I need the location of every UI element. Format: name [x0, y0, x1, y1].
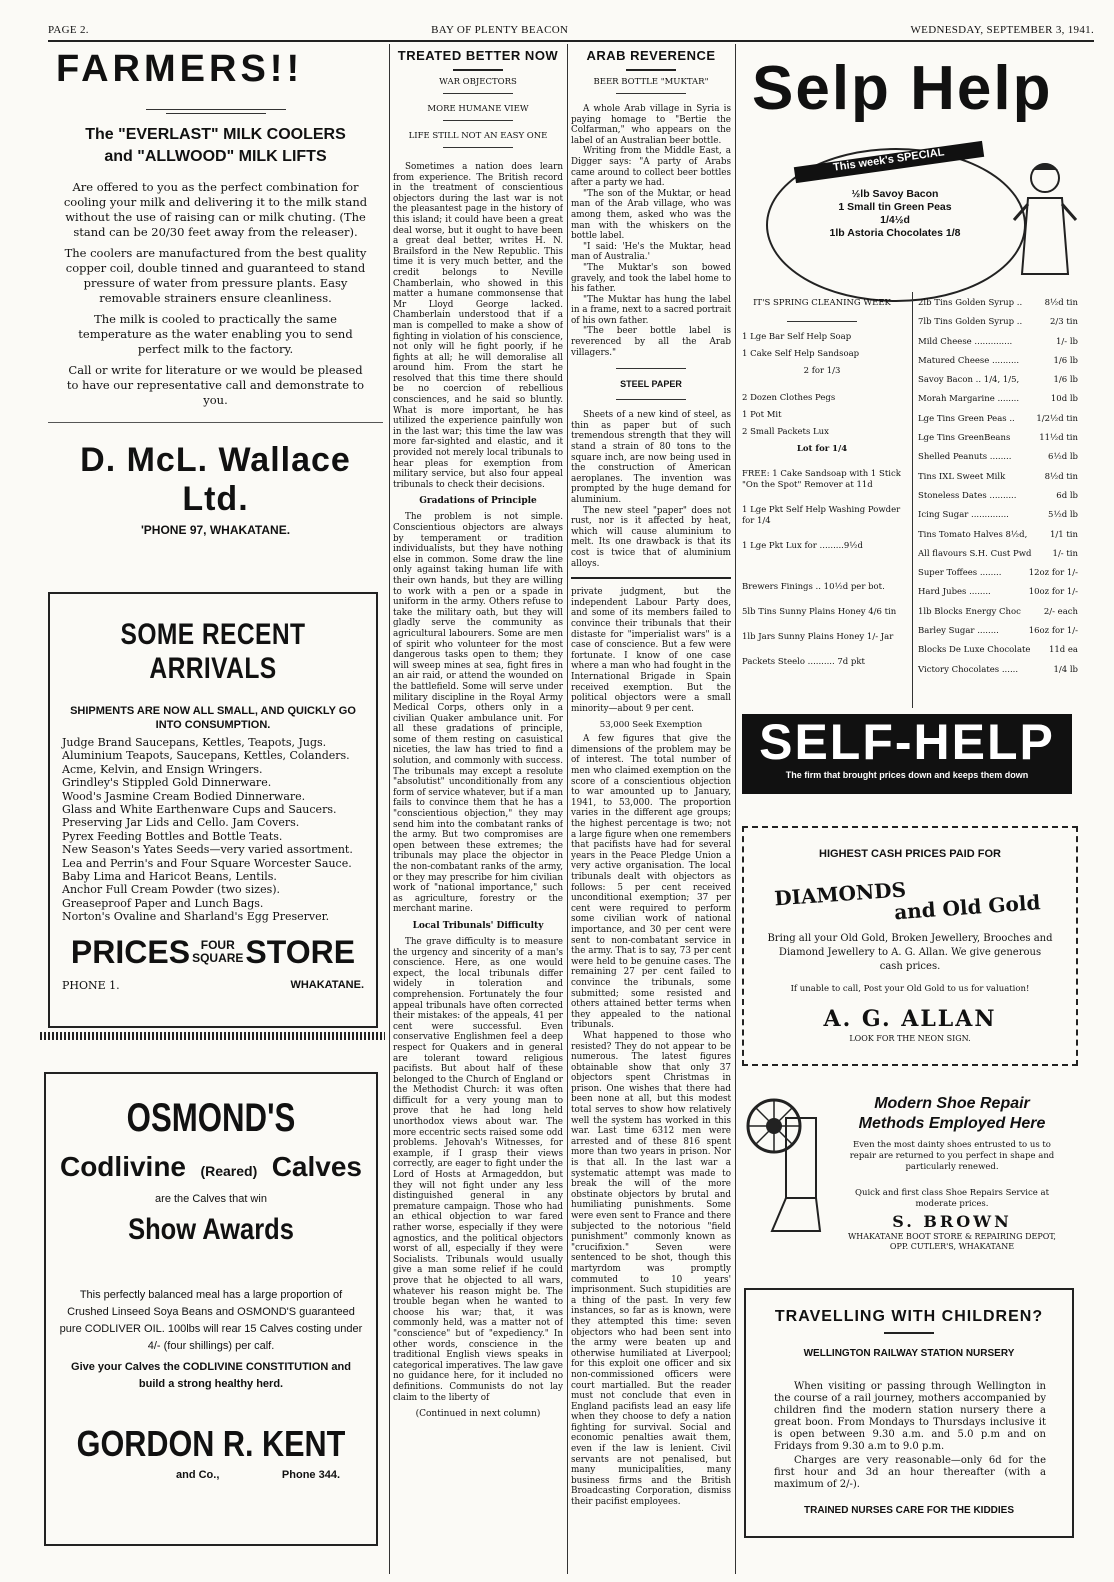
osmond-line2: are the Calves that win [155, 1193, 267, 1205]
nursery-footer: TRAINED NURSES CARE FOR THE KIDDIES [803, 1505, 1014, 1516]
allan-neon: LOOK FOR THE NEON SIGN. [849, 1034, 971, 1043]
selp-help-ad [742, 48, 1082, 708]
list-item: Baby Lima and Haricot Beans, Lentils. [62, 870, 277, 884]
selp-help-logo: Selp Help [752, 54, 1053, 123]
price-value: 1/- lb [1055, 336, 1078, 347]
price-value: 1/2½d tin [1036, 413, 1078, 424]
list-item: Wood's Jasmine Cream Bodied Dinnerware. [62, 789, 306, 803]
price-item: Victory Chocolates ...... [918, 664, 1019, 675]
special-item: 1/4½d [880, 214, 910, 226]
list-item: 1 Lge Bar Self Help Soap [742, 332, 852, 342]
farmers-ad [48, 48, 383, 548]
self-help-banner [742, 714, 1072, 794]
gordon-kent-phone: Phone 344. [281, 1469, 340, 1481]
list-item: 1 Cake Self Help Sandsoap [742, 349, 860, 359]
list-item: Lea and Perrin's and Four Square Worcester Sauce. [62, 856, 352, 870]
wallace-phone: 'PHONE 97, WHAKATANE. [140, 523, 291, 537]
four-square-logo [50, 934, 376, 971]
price-row [918, 433, 1078, 443]
price-item: 1lb Blocks Energy Choc [918, 606, 1021, 617]
page-number: PAGE 2. [48, 24, 89, 36]
article-subhead: Local Tribunals' Difficulty [412, 920, 544, 931]
list-item: Grindley's Stippled Gold Dinnerware. [62, 776, 272, 790]
price-item: Lge Tins GreenBeans [918, 433, 1011, 444]
list-item: 5lb Tins Sunny Plains Honey 4/6 tin [742, 607, 897, 617]
nursery-ad [744, 1288, 1074, 1538]
article-paragraph: private judgment, but the independent Labour Party does, and some of its members failed to convince their tribunals that their distaste for "imperialist wars" is a case of conscience. But a few were fortunate. I know of one case where a man who had fought in the International Brigade in Spain received exemption. But the political objectors were a small minority—about 9 per cent. [571, 587, 731, 714]
list-item: 1 Lge Pkt Lux for .........9½d [742, 541, 863, 551]
article-paragraph: "The beer bottle label is reverenced by all the Arab villagers." [571, 326, 731, 358]
price-value: 8½d tin [1044, 471, 1078, 482]
article-deck: LIFE STILL NOT AN EASY ONE [408, 131, 548, 141]
list-item: Anchor Full Cream Powder (two sizes). [62, 883, 281, 897]
article-continued: (Continued in next column) [415, 1409, 541, 1420]
brown-body: Even the most dainty shoes entrusted to us to repair are returned to you perfect in shape and particularly renewed. [849, 1140, 1055, 1172]
price-value: 1/4 lb [1053, 664, 1078, 675]
article-paragraph: The problem is not simple. Conscientious objectors are always by temperament or tradition individualists, but they have nothing else in common. Some draw the line only against taking human life with their own hands, but they are willing to work with a pen or a spade in uniform in the army. Others refuse to take the military oath, but they will gladly serve the community as agricultural labourers. Some are men of spirit who volunteer for the most dangerous tasks open to them; they will sweep mines at sea, fight fires in an air raid, or attend the wounded on the battlefield. Some will serve under military discipline in the Royal Army Medical Corps, others only in a civilian Quaker ambulance unit. For all these gradations of principle, some of them resting on casuistical niceties, the law has tried to find a solution, and commonly with success. The tribunals may except a resolute "absolutist" unconditionally from any form of service whatever, but if a man fails to convince them that he has a "conscientious objection," they may send him into the combatant ranks of the army. But two compromises are open between these extremes; the tribunals may place the objector in the non-combatant ranks of the army, or they may prescribe for him civilian work of "national importance," such as agriculture, forestry or the merchant marine. [393, 512, 563, 915]
farmers-paragraph: Are offered to you as the perfect combination for cooling your milk and delivering it to the milk stand without the use of raising can or milk chuting. (The stand can be 20/30 feet away from the releaser). [63, 180, 368, 239]
article-treated-better [393, 48, 563, 1568]
list-item: 1 Pot Mit [742, 410, 782, 420]
price-row [918, 356, 1078, 366]
brown-title: Modern Shoe Repair [874, 1095, 1030, 1112]
column-rule [389, 44, 390, 1574]
price-item: Stoneless Dates .......... [918, 490, 1017, 501]
list-item: Packets Steelo .......... 7d pkt [742, 657, 865, 667]
price-row [918, 414, 1078, 424]
price-value: 1/6 lb [1053, 355, 1078, 366]
price-value: 6½d lb [1048, 452, 1078, 463]
article-paragraph: The grave difficulty is to measure the urgency and sincerity of a man's conscience. Here, as one would expect, the local tribunals differ widely in toleration and comprehension. Fortunately the four appeal tribunals have often corrected their mistakes: of the appeals, 41 per cent were successful. Even conservative Englishmen feel a deep respect for Quakers and in general are tolerant toward religious pacifists. But about half of these belonged to the Church of England or the Methodist Church: it was often difficult for a very young man to prove that he had long held unorthodox views about war. The more eccentric sects raised some odd problems. Jehovah's Witnesses, for example, if I grasp their views correctly, are eager to fight under the Lord of Hosts at Armageddon, but they will not fight under any less distinguished general in any premature campaign. Those who had an ethical objection to war fared rather worse, especially if they were agnostics, and the political objectors worst of all, especially if they were Socialists. Tribunals would usually give a man some relief if he could prove that he objected to all wars, whatever his reason might be. The trouble began when he wanted to choose his war; that, it was commonly held, was a matter not of "conscience" but of "expediency." In other words, conscience in the traditional English views speaks in categorical imperatives. The law gave no guidance here, for it included no definitions. Communists do not lay claim to the liberty of [393, 936, 563, 1403]
price-row [918, 510, 1078, 520]
nursery-subtitle: WELLINGTON RAILWAY STATION NURSERY [803, 1348, 1015, 1359]
osmond-show-awards: Show Awards [128, 1213, 294, 1246]
farmers-paragraph: Call or write for literature or we would be pleased to have our representative call and demonstrate to you. [66, 363, 365, 407]
store-square: SQUARE [192, 951, 244, 966]
brown-address: WHAKATANE BOOT STORE & REPAIRING DEPOT, [848, 1232, 1056, 1241]
divider [40, 1032, 385, 1040]
price-row [918, 607, 1078, 617]
gordon-kent-name: GORDON R. KENT [76, 1423, 346, 1464]
self-help-tagline: The firm that brought prices down and keeps them down [785, 770, 1029, 780]
farmers-paragraph: The coolers are manufactured from the best quality copper coil, double tinned and guaranteed to stand pressure of water from pressure plants. Easy removable strainers ensure cleanliness. [64, 246, 367, 305]
special-item: 1lb Astoria Chocolates 1/8 [829, 227, 961, 239]
article-paragraph: A whole Arab village in Syria is paying homage to "Bertie the Colfarman," who appears on the label of an Australian beer bottle. [571, 104, 731, 146]
price-value: 1/6 lb [1053, 375, 1078, 386]
article-paragraph: "The Muktar's son bowed gravely, and took the label home to his father. [571, 262, 731, 295]
brown-address: OPP. CUTLER'S, WHAKATANE [889, 1242, 1015, 1251]
price-item: Mild Cheese .............. [918, 336, 1013, 347]
article-deck: WAR OBJECTORS [439, 77, 517, 87]
nursery-title: TRAVELLING WITH CHILDREN? [774, 1308, 1044, 1325]
price-row [918, 491, 1078, 501]
osmond-cta: Give your Calves the CODLIVINE CONSTITUTION and build a strong healthy herd. [71, 1361, 351, 1390]
price-row [918, 568, 1078, 578]
brown-ad [742, 1080, 1074, 1260]
newspaper-title: BAY OF PLENTY BEACON [431, 24, 569, 36]
article-paragraph: Sheets of a new kind of steel, as thin as paper but of such tremendous strength that they will stand a strain of 80 tons to the square inch, are now being used in the construction of American aeroplanes. The invention was prompted by the huge demand for aluminium. [571, 410, 731, 505]
price-value: 2/3 tin [1050, 317, 1078, 328]
brown-quick: Quick and first class Shoe Repairs Service at moderate prices. [855, 1188, 1049, 1209]
list-item: Judge Brand Saucepans, Kettles, Teapots, Jugs. [62, 736, 327, 749]
article-subhead: 53,000 Seek Exemption [599, 720, 703, 731]
list-item: Brewers Finings .. 10½d per bot. [742, 582, 885, 592]
price-value: 11½d tin [1039, 433, 1078, 444]
store-four: FOUR [200, 938, 235, 953]
list-item: 2 Small Packets Lux [742, 427, 829, 437]
page-header [48, 24, 1094, 42]
allan-post: If unable to call, Post your Old Gold to us for valuation! [790, 984, 1030, 994]
article-subhead: STEEL PAPER [620, 379, 682, 390]
article-paragraph: Sometimes a nation does learn from experience. The British record in the treatment of conscientious objectors during the last war is not the pleasantest page in the history of this island; it could have been a great deal worse, but it ought to have been a great deal better, writes H. N. Brailsford in the New Republic. This time it is very much better, and the credit belongs to Neville Chamberlain, who showed in this matter a humane commonsense that Mr Lloyd George lacked. Chamberlain understood that if a man is compelled to make a show of fighting in violation of his conscience, not only will he fight poorly, if he fights at all; he will demoralise all around him. From the start he resolved that this time there should be no coercion of rebellious consciences, and he said so bluntly. What is more important, he has utilized the experience painfully won in the last war; this time the law was more far-sighted and elastic, and it provided not merely local tribunals to hear pleas for exemption from military service, but also four appeal tribunals to check their decisions. [393, 162, 563, 490]
list-item: Aluminium Teapots, Saucepans, Kettles, Colanders. [62, 749, 350, 763]
farmers-sub2: and "ALLWOOD" MILK LIFTS [104, 148, 327, 165]
list-item: Lot for 1/4 [796, 444, 848, 454]
allan-old-gold: and Old Gold [893, 890, 1042, 925]
list-item: 1lb Jars Sunny Plains Honey 1/- Jar [742, 632, 894, 642]
price-value: 16oz for 1/- [1028, 626, 1078, 637]
column-rule [735, 44, 736, 1574]
price-row [918, 665, 1078, 675]
osmond-codlivine: Codlivine [59, 1151, 186, 1182]
list-item: FREE: 1 Cake Sandsoap with 1 Stick "On the Spot" Remover at 11d [742, 469, 901, 490]
price-value: 12oz for 1/- [1028, 568, 1078, 579]
brown-name: S. BROWN [892, 1212, 1012, 1231]
price-row [918, 452, 1078, 462]
store-prices: PRICES [70, 933, 191, 970]
price-value: 5½d lb [1048, 510, 1078, 521]
farmers-headline: FARMERS!! [56, 48, 304, 90]
article-deck: BEER BOTTLE "MUKTAR" [593, 77, 709, 87]
price-row [918, 337, 1078, 347]
spring-title: IT'S SPRING CLEANING WEEK [753, 298, 891, 308]
gordon-kent-co: and Co., [176, 1469, 220, 1481]
price-value: 10d lb [1050, 394, 1078, 405]
price-item: Lge Tins Green Peas .. [918, 413, 1015, 424]
osmond-reared: (Reared) [200, 1163, 258, 1179]
list-item: 1 Lge Pkt Self Help Washing Powder for 1/4 [742, 505, 901, 526]
allan-body: Bring all your Old Gold, Broken Jewellery, Brooches and Diamond Jewellery to A. G. Allan. We give generous cash prices. [767, 933, 1053, 972]
price-row [918, 375, 1078, 385]
price-item: Hard Jubes ........ [918, 587, 991, 598]
article-paragraph: "The son of the Muktar, or head man of the Arab village, who was among them, asked who was the man with the whiskers on the bottle label. [571, 188, 731, 242]
price-item: Matured Cheese .......... [918, 355, 1020, 366]
store-town: WHAKATANE. [290, 978, 364, 991]
list-item: Norton's Ovaline and Sharland's Egg Preserver. [62, 910, 330, 924]
price-row [918, 298, 1078, 308]
wallace-company-name: D. McL. Wallace Ltd. [80, 441, 351, 518]
price-item: Barley Sugar ........ [918, 626, 999, 637]
price-item: Shelled Peanuts ........ [918, 452, 1012, 463]
price-row [918, 317, 1078, 327]
brown-title: Methods Employed Here [858, 1115, 1046, 1132]
article-paragraph: "I said: 'He's the Muktar, head man of Australia.' [571, 241, 731, 263]
article-paragraph: A few figures that give the dimensions of the problem may be of interest. The total number of men who claimed exemption on the score of a conscientious objection to war amounted up to January, 1941, to 53,000. The proportion varies in the different age groups; the highest percentage is two; not a large figure when one remembers that pacifists have had for several years in the Peace Pledge Union a very active organisation. The local tribunals dealt with objectors as follows: 5 per cent received unconditional exemption; 37 per cent were required to perform some civilian work of national importance, and 30 per cent were sent to non-combatant service in the army. That is to say, 73 per cent were held to be genuine cases. The remaining 27 per cent failed to convince the tribunals, some submitted; some resisted and others attained better terms when they appealed to the national tribunals. [571, 734, 731, 1031]
price-item: 2lb Tins Golden Syrup .. [918, 298, 1023, 308]
issue-date: WEDNESDAY, SEPTEMBER 3, 1941. [910, 24, 1094, 36]
price-row [918, 587, 1078, 597]
article-subhead: Gradations of Principle [419, 496, 537, 507]
article-paragraph: The new steel "paper" does not rust, nor is it affected by heat, which will cause aluminium to melt. Its one drawback is that its cost is twice that of aluminium alloys. [571, 505, 731, 569]
article-paragraph: Writing from the Middle East, a Digger says: "A party of Arabs came around to collect beer bottles after a party we had. [571, 146, 731, 189]
price-item: 7lb Tins Golden Syrup .. [918, 317, 1023, 328]
price-item: Savoy Bacon .. 1/4, 1/5, [918, 375, 1020, 386]
price-item: All flavours S.H. Cust Pwd [918, 548, 1032, 559]
price-value: 2/- each [1043, 606, 1078, 617]
price-value: 1/- tin [1052, 548, 1078, 559]
farmers-paragraph: The milk is cooled to practically the same temperature as the water enabling you to send perfect milk to the factory. [78, 312, 353, 356]
price-row [918, 645, 1078, 655]
osmond-body: This perfectly balanced meal has a large proportion of Crushed Linseed Soya Beans and OSMOND'S guaranteed pure CODLIVER OIL. 100lbs will rear 15 Calves costing under 4/- (four shillings) per calf. [59, 1289, 363, 1352]
article-arab-reverence [571, 48, 731, 1568]
price-item: Tins IXL Sweet Milk [918, 471, 1006, 482]
osmond-ad [44, 1072, 378, 1546]
list-item: Preserving Jar Lids and Cello. Jam Covers. [62, 816, 300, 830]
allan-ad [742, 826, 1078, 1066]
list-item: Pyrex Feeding Bottles and Bottle Teats. [62, 829, 283, 843]
price-value: 6d lb [1056, 490, 1078, 501]
price-row [918, 530, 1078, 540]
arrivals-list [62, 736, 366, 924]
store-store: STORE [245, 933, 356, 970]
article-paragraph: What happened to those who resisted? They do not appear to be numerous. The latest figures obtainable show that only 37 objectors spent Christmas in prison. One wishes that there had been none at all, but this modest total serves to show how relatively well the system has worked in this war. Last time 6312 men were arrested and of these 816 spent more than two years in prison. Nor is that all. In the last war a systematic attempt was made to break the will of the more obstinate objectors by brutal and humiliating punishments. Some were even sent to France and there subjected to the notorious "field punishment" commonly known as "crucifixion." Seven were sentenced to be shot, though this martyrdom was promptly commuted to 10 years' imprisonment. Such stupidities are a thing of the past. In very few instances, so far as is known, were they attempted this time: seven objectors who had been sent into the army were beaten up and otherwise humiliated at Liverpool; for this exploit one officer and six non-commissioned officers were court martialled. But the reader must not conclude that even in England pacifists lead an easy life when they choose to defy a nation fighting for survival. Social and economic penalties await them, even if the law is lenient. Civil servants are not penalised, but many municipalities, many business firms and the British Broadcasting Corporation, dismiss their pacifist employees. [571, 1030, 731, 1508]
special-item: 1 Small tin Green Peas [838, 201, 952, 213]
list-item: 2 for 1/3 [803, 366, 841, 376]
arrivals-ad [48, 592, 378, 1028]
price-item: Morah Margarine ........ [918, 394, 1020, 405]
repair-machine-illustration [742, 1086, 822, 1236]
list-item: Greaseproof Paper and Lunch Bags. [62, 896, 264, 910]
list-item: Glass and White Earthenware Cups and Saucers. [62, 803, 337, 817]
arrivals-title: SOME RECENT ARRIVALS [120, 618, 306, 685]
nursery-paragraph: Charges are very reasonable—only 6d for the first hour and 3d an hour thereafter (with a maximum of 2/-). [774, 1455, 1046, 1490]
price-row [918, 394, 1078, 404]
list-item: Acme, Kelvin, and Ensign Wringers. [62, 762, 263, 776]
price-value: 1/1 tin [1050, 529, 1078, 540]
price-value: 11d ea [1048, 645, 1078, 656]
allan-name: A. G. ALLAN [823, 1006, 997, 1032]
price-item: Blocks De Luxe Chocolate [918, 645, 1031, 656]
price-item: Tins Tomato Halves 8½d, [918, 529, 1028, 540]
price-value: 8½d tin [1044, 298, 1078, 308]
allan-top: HIGHEST CASH PRICES PAID FOR [819, 848, 1001, 860]
farmers-sub1: The "EVERLAST" MILK COOLERS [85, 126, 346, 143]
price-row [918, 549, 1078, 559]
special-item: ½lb Savoy Bacon [851, 188, 939, 200]
price-item: Icing Sugar .............. [918, 510, 1009, 521]
article-title: ARAB REVERENCE [586, 48, 716, 63]
arrivals-subtitle: SHIPMENTS ARE NOW ALL SMALL, AND QUICKLY GO INTO CONSUMPTION. [70, 705, 356, 731]
price-row [918, 472, 1078, 482]
osmond-calves: Calves [271, 1151, 362, 1182]
price-item: Super Toffees ........ [918, 568, 1002, 579]
article-title: TREATED BETTER NOW [397, 48, 559, 63]
allan-diamonds: DIAMONDS [773, 877, 907, 911]
list-item: 2 Dozen Clothes Pegs [742, 393, 836, 403]
store-phone: PHONE 1. [62, 978, 120, 992]
price-value: 10oz for 1/- [1028, 587, 1078, 598]
column-rule [567, 44, 568, 1574]
special-banner: This week's SPECIAL [794, 141, 984, 183]
nursery-paragraph: When visiting or passing through Wellington in the course of a rail journey, mothers accompanied by children find the modern station nursery there a great boon. From Mondays to Thursdays inclusive it is open between 9.30 a.m. and 5.0 p.m and on Fridays from 9.30 a.m to 9.0 p.m. [774, 1381, 1046, 1452]
article-paragraph: "The Muktar has hung the label in a frame, next to a sacred portrait of his own father. [571, 294, 731, 326]
self-help-logo: SELF-HELP [759, 714, 1055, 770]
list-item: New Season's Yates Seeds—very varied assortment. [62, 843, 353, 857]
shopkeeper-illustration [1010, 156, 1080, 276]
article-deck: MORE HUMANE VIEW [427, 104, 529, 114]
osmond-title: OSMOND'S [126, 1096, 296, 1140]
price-row [918, 626, 1078, 636]
